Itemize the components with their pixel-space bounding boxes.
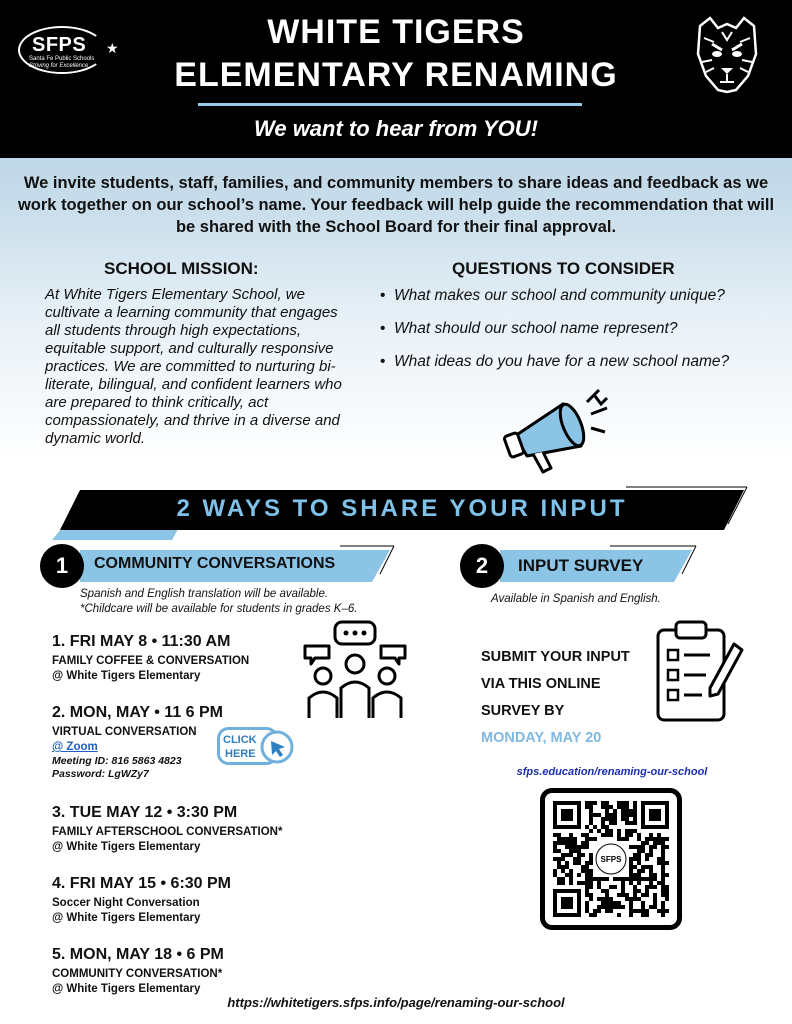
page-title-line-1: WHITE TIGERS — [267, 13, 525, 51]
submit-line-1: SUBMIT YOUR INPUT — [481, 649, 630, 665]
event-4 — [52, 874, 312, 926]
submit-line-2: VIA THIS ONLINE — [481, 676, 601, 692]
event-title: 4. FRI MAY 15 • 6:30 PM — [52, 875, 232, 892]
header-banner — [0, 0, 792, 158]
survey-deadline: MONDAY, MAY 20 — [481, 730, 602, 746]
people-conversation-icon — [303, 620, 407, 720]
link-prefix: @ — [52, 741, 67, 753]
click-here-button[interactable] — [217, 727, 297, 765]
click-here-line-1: CLICK — [223, 734, 257, 746]
event-5 — [52, 945, 312, 997]
conversations-note — [80, 587, 357, 617]
translation-note: Spanish and English translation will be available. — [80, 588, 329, 600]
event-location: @ White Tigers Elementary — [52, 983, 201, 995]
intro-paragraph: We invite students, staff, families, and community members to share ideas and feedback as we work together on our school’s name. Your feedback will help guide the recommendation that will be shared with the School Board for their final approval. — [17, 174, 775, 236]
question-text: What ideas do you have for a new school name? — [394, 353, 730, 370]
qr-code-frame[interactable] — [540, 788, 682, 930]
conversations-label: COMMUNITY CONVERSATIONS — [94, 555, 336, 572]
event-location: @ White Tigers Elementary — [52, 670, 201, 682]
meeting-id: Meeting ID: 816 5863 4823 — [52, 755, 182, 767]
event-location: @ White Tigers Elementary — [52, 841, 201, 853]
event-title: 2. MON, MAY • 11 6 PM — [52, 704, 223, 721]
event-title: 1. FRI MAY 8 • 11:30 AM — [52, 633, 231, 650]
bullet-icon: • — [380, 287, 386, 304]
questions-heading: QUESTIONS TO CONSIDER — [452, 259, 675, 278]
number-badge-2: 2 — [460, 544, 504, 588]
submit-line-3: SURVEY BY — [481, 703, 565, 719]
title-divider — [198, 103, 582, 106]
survey-url[interactable]: sfps.education/renaming-our-school — [516, 766, 708, 778]
qr-code[interactable] — [545, 793, 677, 925]
logo-subtitle-2: Striving for Excellence — [29, 63, 89, 69]
event-description: FAMILY AFTERSCHOOL CONVERSATION* — [52, 826, 283, 838]
bullet-icon: • — [380, 320, 386, 337]
logo-subtitle-1: Santa Fe Public Schools — [29, 56, 95, 62]
mission-heading: SCHOOL MISSION: — [104, 259, 259, 278]
qr-center-text: SFPS — [600, 855, 622, 864]
mission-text: At White Tigers Elementary School, we cultivate a learning community that engages all students through high expectations, equitable support, and culturally responsive practices. We are committed to nurturing bi-literate, bilingual, and confident learners who are prepared to think critically, act compassionately, and thrive in a diverse and dynamic world. — [45, 286, 342, 447]
event-title: 3. TUE MAY 12 • 3:30 PM — [52, 804, 238, 821]
survey-note: Available in Spanish and English. — [491, 593, 661, 605]
ways-banner — [52, 484, 752, 540]
survey-instructions — [481, 644, 651, 752]
number-badge-1: 1 — [40, 544, 84, 588]
megaphone-icon — [503, 384, 613, 476]
zoom-link[interactable]: Zoom — [66, 741, 98, 753]
ways-banner-text: 2 WAYS TO SHARE YOUR INPUT — [176, 495, 628, 522]
star-icon: ★ — [106, 40, 119, 56]
question-item — [380, 352, 780, 385]
event-title: 5. MON, MAY 18 • 6 PM — [52, 946, 224, 963]
questions-list — [380, 286, 780, 385]
page-title-line-2: ELEMENTARY RENAMING — [174, 56, 618, 94]
question-item — [380, 286, 780, 319]
survey-label: INPUT SURVEY — [518, 556, 644, 575]
event-location: @ White Tigers Elementary — [52, 912, 201, 924]
event-description: COMMUNITY CONVERSATION* — [52, 968, 223, 980]
event-1 — [52, 632, 312, 684]
question-item — [380, 319, 780, 352]
logo-subtitle — [29, 56, 109, 70]
event-3 — [52, 803, 312, 855]
click-here-line-2: HERE — [225, 748, 256, 760]
tagline: We want to hear from YOU! — [253, 116, 538, 141]
meeting-password: Password: LgWZy7 — [52, 768, 149, 780]
question-text: What makes our school and community unique? — [394, 287, 725, 304]
sfps-logo — [18, 26, 119, 76]
logo-text: SFPS — [32, 34, 87, 56]
childcare-note: *Childcare will be available for students in grades K–6. — [80, 603, 358, 615]
clipboard-checklist-icon — [654, 620, 744, 724]
question-text: What should our school name represent? — [394, 320, 678, 337]
footer-url[interactable]: https://whitetigers.sfps.info/page/renaming-our-school — [227, 995, 565, 1010]
bullet-icon: • — [380, 353, 386, 370]
tiger-head-icon — [692, 14, 762, 94]
event-description: Soccer Night Conversation — [52, 897, 200, 909]
event-description: VIRTUAL CONVERSATION — [52, 726, 197, 738]
event-description: FAMILY COFFEE & CONVERSATION — [52, 655, 250, 667]
